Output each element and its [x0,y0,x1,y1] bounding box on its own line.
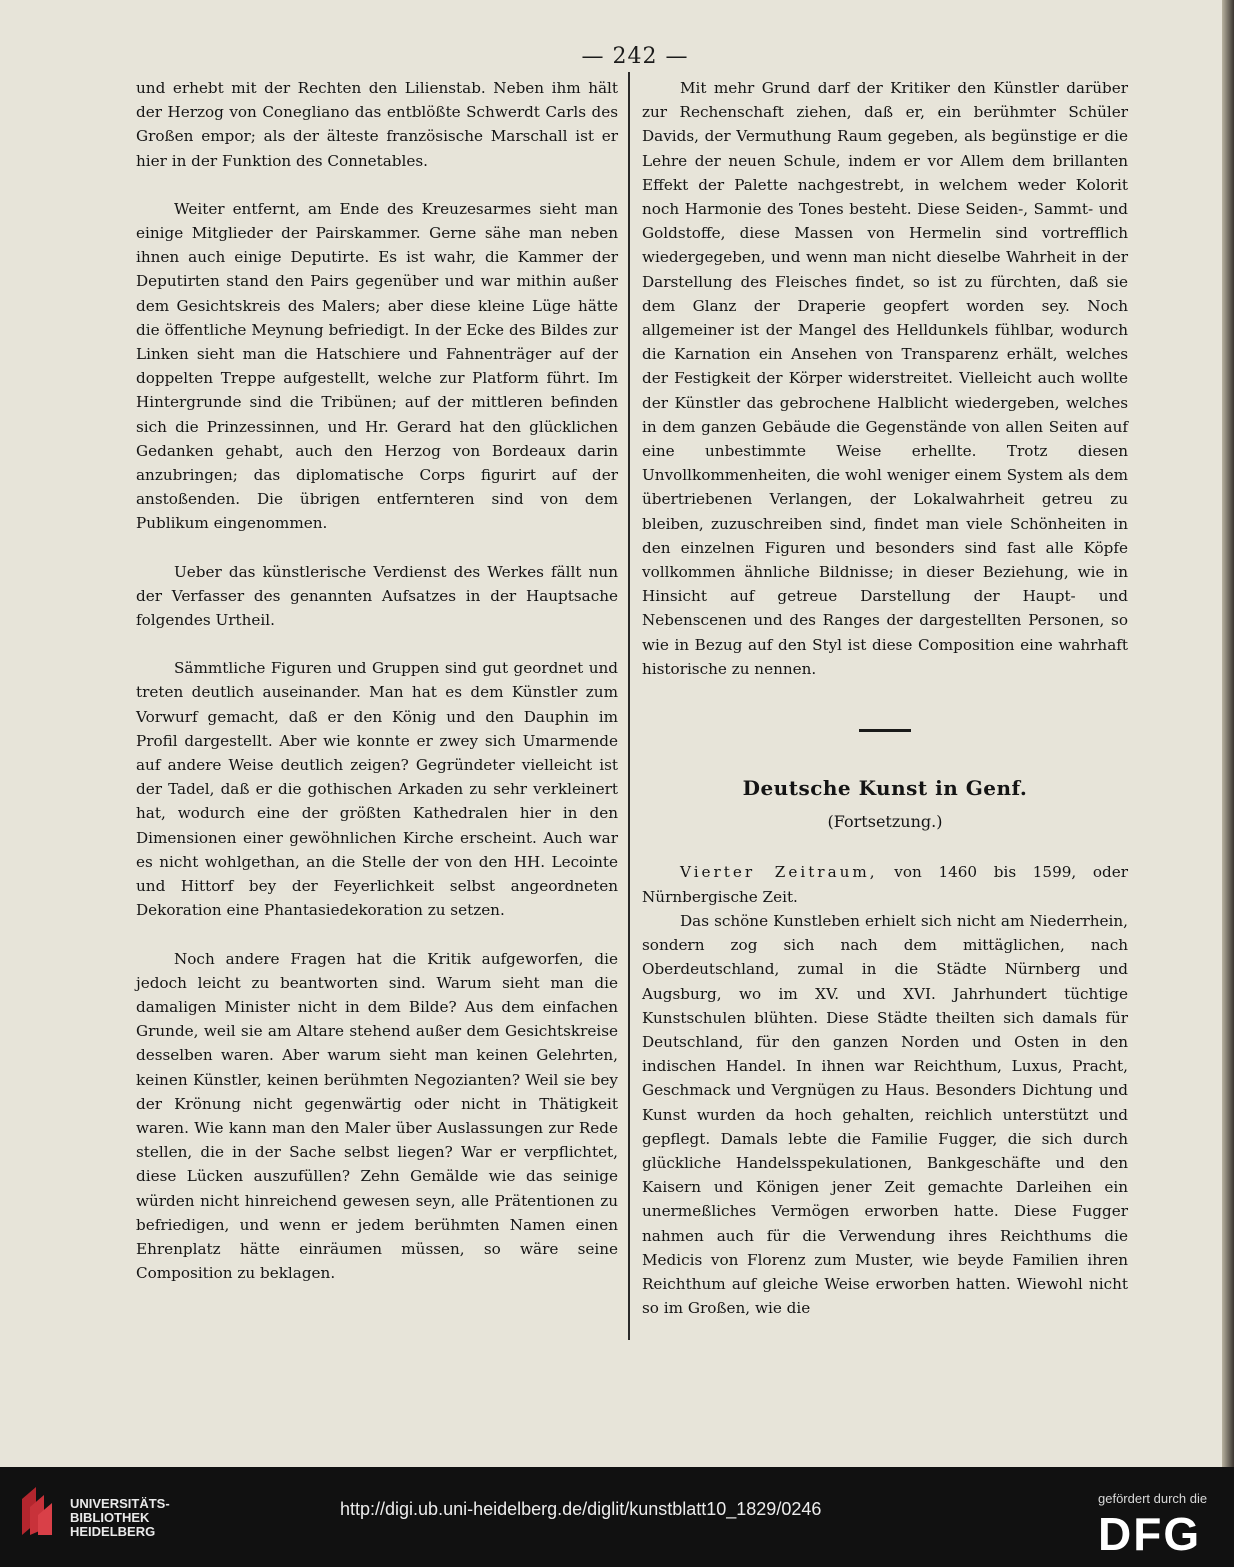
paragraph: und erhebt mit der Rechten den Lilienstab. Neben ihm hält der Herzog von Conegliano das entblößte Schwerdt Carls des Großen empor; als der älteste französische Marschall ist er hier in der Funktion des Connetables. [136,79,618,170]
scan-edge [1222,0,1234,1467]
paragraph: Weiter entfernt, am Ende des Kreuzesarmes sieht man einige Mitglieder der Pairskammer. Gerne sähe man neben ihnen auch einige Deputirte. Es ist wahr, die Kammer der Deputirten stand den Pairs gegenüber und war mithin außer dem Gesichtskreis des Malers; aber diese kleine Lüge hätte die öffentliche Meynung befriedigt. In der Ecke des Bildes zur Linken sieht man die Hatschiere und Fahnenträger auf der doppelten Treppe aufgestellt, welche zur Platform führt. Im Hintergrunde sind die Tribünen; auf der mittleren befinden sich die Prinzessinnen, und Hr. Gerard hat den glücklichen Gedanken gehabt, auch den Herzog von Bordeaux darin anzubringen; das diplomatische Corps figurirt auf der anstoßenden. Die übrigen entfernteren sind von dem Publikum eingenommen. [136,199,618,533]
left-column [136,76,618,1285]
section-subtitle: (Fortsetzung.) [827,812,943,832]
footer-bar [0,1467,1234,1567]
institution-line: UNIVERSITÄTS- [70,1496,170,1511]
section-title: Deutsche Kunst in Genf. [742,776,1028,801]
paragraph: Das schöne Kunstleben erhielt sich nicht am Niederrhein, sondern zog sich nach dem mittäglichen, nach Oberdeutschland, zumal in die Städte Nürnberg und Augsburg, wo im XV. und XVI. Jahrhundert tüchtige Kunstschulen blühten. Diese Städte theilten sich damals für Deutschland, für den ganzen Norden und Osten in den indischen Handel. In ihnen war Reichthum, Luxus, Pracht, Geschmack und Vergnügen zu Haus. Besonders Dichtung und Kunst wurden da hoch gehalten, reichlich unterstützt und gepflegt. Damals lebte die Familie Fugger, die sich durch glückliche Handelsspekulationen, Bankgeschäfte und den Kaisern und Königen jener Zeit gemachte Darleihen ein unermeßliches Vermögen erworben hatte. Diese Fugger nahmen auch für die Verwendung ihres Reichthums die Medicis von Florenz zum Muster, wie beyde Familien ihren Reichthum auf gleiche Weise erworben hatten. Wiewohl nicht so im Großen, wie die [642,911,1128,1318]
institution-line: BIBLIOTHEK [70,1510,150,1525]
institution-line: HEIDELBERG [70,1524,156,1539]
period-label: Vierter Zeitraum, [680,863,878,882]
institution-name [70,1497,170,1539]
right-column [642,76,1128,1320]
period-rest: von 1460 bis 1599, oder Nürnbergische Zeit. [642,863,1129,906]
column-divider [628,72,630,1340]
university-seal-icon [16,1485,62,1537]
paragraph: Mit mehr Grund darf der Kritiker den Künstler darüber zur Rechenschaft ziehen, daß er, ein berühmter Schüler Davids, der Vermuthung Raum gegeben, als begünstige er die Lehre der neuen Schule, indem er vor Allem dem brillanten Effekt der Palette nachgestrebt, in welchem weder Kolorit noch Harmonie des Tones besteht. Diese Seiden-, Sammt- und Goldstoffe, diese Massen von Hermelin sind vortrefflich wiedergegeben, und wenn man nicht dieselbe Wahrheit in der Darstellung des Fleisches findet, so ist zu fürchten, daß sie dem Glanz der Draperie geopfert worden sey. Noch allgemeiner ist der Mangel des Helldunkels fühlbar, wodurch die Karnation ein Ansehen von Transparenz erhält, welches der Festigkeit der Körper widerstreitet. Vielleicht auch wollte der Künstler das gebrochene Halblicht wiedergeben, welches in dem ganzen Gebäude die Gegenstände von allen Seiten auf eine unbestimmte Weise erhellte. Trotz diesen Unvollkommenheiten, die wohl weniger einem System als dem übertriebenen Verlangen, der Lokalwahrheit getreu zu bleiben, zuzuschreiben sind, findet man viele Schönheiten in den einzelnen Figuren und besonders sind fast alle Köpfe vollkommen ähnliche Bildnisse; in dieser Beziehung, wie in Hinsicht auf getreue Darstellung der Haupt- und Nebenscenen und des Ranges der dargestellten Personen, so wie in Bezug auf den Styl ist diese Composition eine wahrhaft historische zu nennen. [642,79,1128,678]
period-paragraph [642,860,1128,908]
funded-by-label: gefördert durch die [1098,1491,1208,1506]
section-separator [859,729,911,732]
paragraph: Noch andere Fragen hat die Kritik aufgeworfen, die jedoch leicht zu beantworten sind. Warum sieht man die damaligen Minister nicht in dem Bilde? Aus dem einfachen Grunde, weil sie am Altare stehend außer dem Gesichtskreise desselben waren. Aber warum sieht man keinen Gelehrten, keinen Künstler, keinen berühmten Negozianten? Weil sie bey der Krönung nicht gegenwärtig oder nicht in Thätigkeit waren. Wie kann man den Maler über Auslassungen zur Rede stellen, die in der Sache selbst liegen? War er verpflichtet, diese Lücken auszufüllen? Zehn Gemälde wie das seinige würden nicht hinreichend gewesen seyn, alle Prätentionen zu befriedigen, und wenn er jedem berühmten Namen einen Ehrenplatz hätte einräumen müssen, so wäre seine Composition zu beklagen. [136,949,618,1283]
permalink[interactable]: http://digi.ub.uni-heidelberg.de/diglit/kunstblatt10_1829/0246 [340,1499,822,1519]
page-number: — 242 — [581,44,689,69]
paragraph: Ueber das künstlerische Verdienst des Werkes fällt nun der Verfasser des genannten Aufsatzes in der Hauptsache folgendes Urtheil. [136,562,618,630]
dfg-logo: DFG [1098,1508,1202,1560]
paragraph: Sämmtliche Figuren und Gruppen sind gut geordnet und treten deutlich auseinander. Man hat es dem Künstler zum Vorwurf gemacht, daß er den König und den Dauphin im Profil dargestellt. Aber wie konnte er zwey sich Umarmende auf andere Weise deutlich zeigen? Gegründeter vielleicht ist der Tadel, daß er die gothischen Arkaden zu sehr verkleinert hat, wodurch eine der größten Kathedralen hier in den Dimensionen einer gewöhnlichen Kirche erscheint. Auch war es nicht wohlgethan, an die Stelle der von den HH. Lecointe und Hittorf bey der Feyerlichkeit selbst angeordneten Dekoration eine Phantasiedekoration zu setzen. [136,659,618,920]
